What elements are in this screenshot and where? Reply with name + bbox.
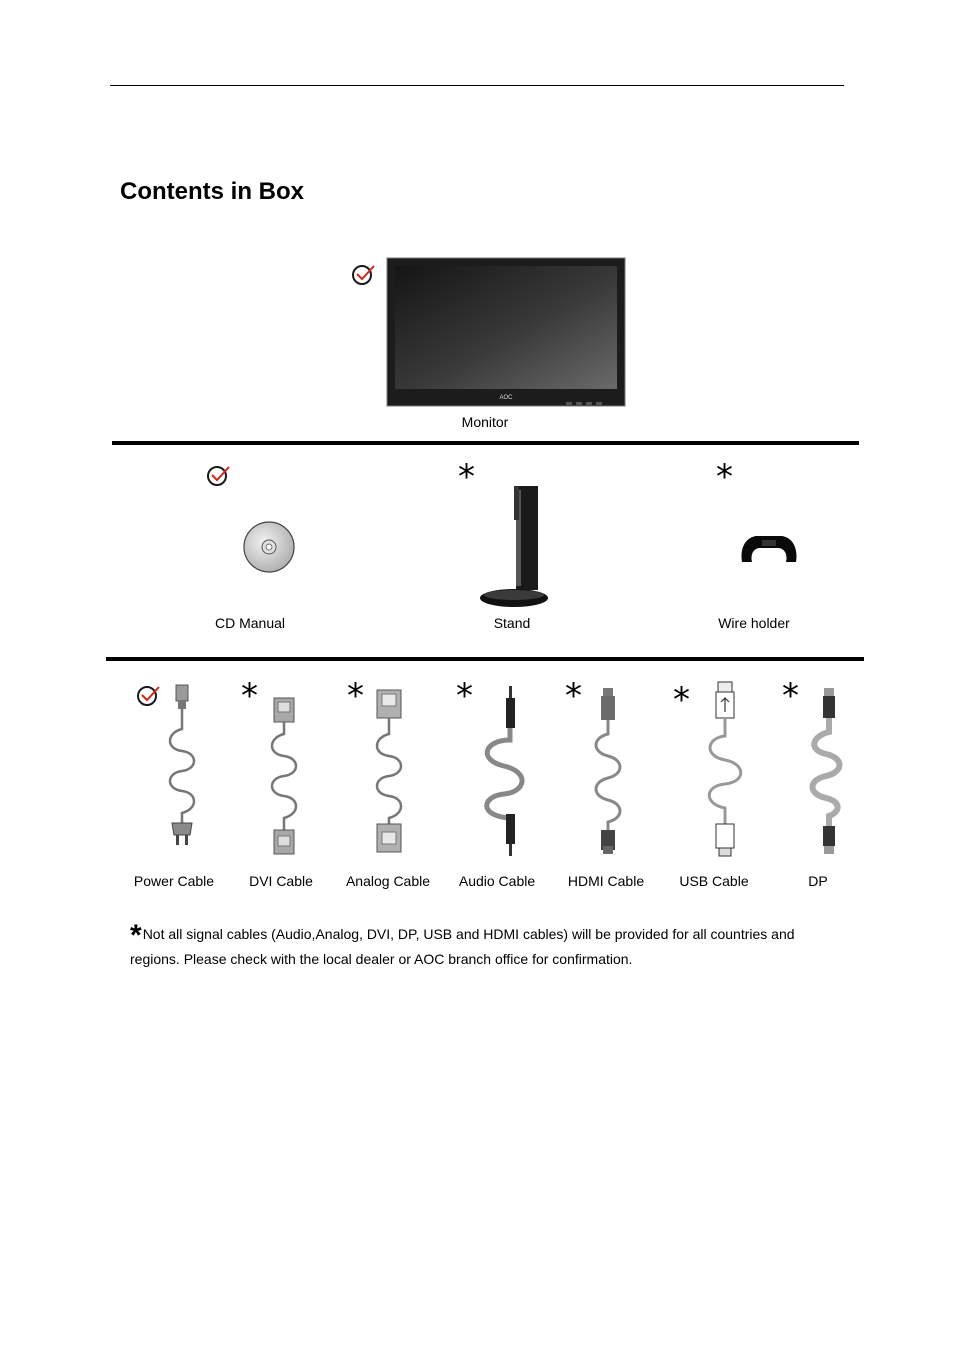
check-mark-icon xyxy=(205,463,231,489)
stand-label: Stand xyxy=(493,615,531,631)
header-rule xyxy=(110,85,844,86)
optional-mark-icon: * xyxy=(673,680,690,720)
monitor-logo: AOC xyxy=(499,395,513,401)
section-divider xyxy=(112,441,859,445)
footnote-text: Not all signal cables (Audio,Analog, DVI, DP, USB and HDMI cables) will be provided for all countries and regions. Please check with the local dealer or AOC branch office for confirmation. xyxy=(130,926,795,967)
optional-mark-icon: * xyxy=(241,676,258,716)
usb-cable-image xyxy=(698,680,754,858)
power-cable-image xyxy=(160,683,204,849)
page-title: Contents in Box xyxy=(120,178,304,205)
wire-holder-image xyxy=(738,532,800,568)
wire-holder-label: Wire holder xyxy=(718,615,790,631)
stand-image xyxy=(478,480,550,610)
cd-manual-label: CD Manual xyxy=(214,615,286,631)
cd-disc-image xyxy=(242,520,296,574)
optional-mark-icon: * xyxy=(456,676,473,716)
check-mark-icon xyxy=(350,262,376,288)
power-cable-label: Power Cable xyxy=(133,873,215,889)
monitor-image xyxy=(386,257,626,407)
dvi-cable-image xyxy=(262,694,306,860)
audio-cable-image xyxy=(474,684,534,858)
dp-cable-label: DP xyxy=(808,873,828,889)
hdmi-cable-label: HDMI Cable xyxy=(567,873,645,889)
analog-cable-label: Analog Cable xyxy=(345,873,431,889)
optional-mark-icon: * xyxy=(565,676,582,716)
optional-mark-icon: * xyxy=(716,457,733,497)
check-mark-icon xyxy=(135,683,161,709)
analog-cable-image xyxy=(367,688,411,854)
hdmi-cable-image xyxy=(586,686,630,856)
footnote xyxy=(130,919,840,972)
asterisk-icon: * xyxy=(130,919,142,952)
dvi-cable-label: DVI Cable xyxy=(249,873,313,889)
usb-cable-label: USB Cable xyxy=(679,873,749,889)
monitor-label: Monitor xyxy=(461,414,509,430)
optional-mark-icon: * xyxy=(782,676,799,716)
audio-cable-label: Audio Cable xyxy=(458,873,536,889)
dp-cable-image xyxy=(802,686,846,856)
optional-mark-icon: * xyxy=(347,676,364,716)
optional-mark-icon: * xyxy=(458,457,475,497)
section-divider xyxy=(106,657,864,661)
